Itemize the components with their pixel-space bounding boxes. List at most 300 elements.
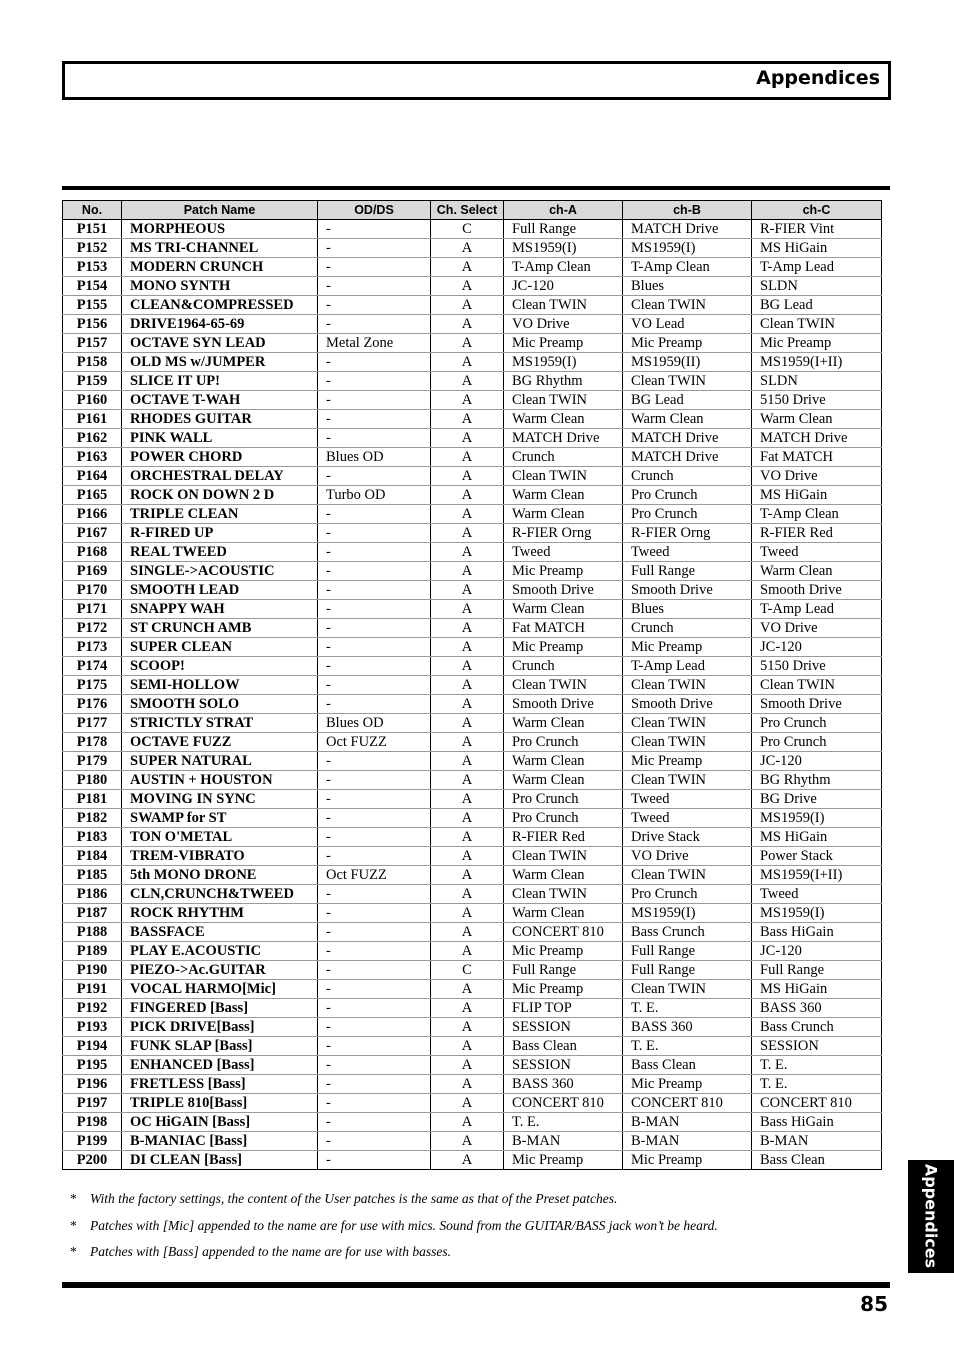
ch-b-value: Crunch bbox=[623, 467, 752, 486]
patch-number: P192 bbox=[63, 999, 122, 1018]
channel-select: A bbox=[431, 410, 504, 429]
patch-name: ORCHESTRAL DELAY bbox=[122, 467, 318, 486]
patch-number: P199 bbox=[63, 1132, 122, 1151]
ch-c-value: JC-120 bbox=[752, 942, 882, 961]
ch-a-value: T-Amp Clean bbox=[504, 258, 623, 277]
patch-number: P191 bbox=[63, 980, 122, 999]
ch-b-value: Tweed bbox=[623, 790, 752, 809]
channel-select: A bbox=[431, 942, 504, 961]
ch-a-value: FLIP TOP bbox=[504, 999, 623, 1018]
ch-b-value: VO Drive bbox=[623, 847, 752, 866]
od-ds-value: - bbox=[318, 410, 431, 429]
od-ds-value: - bbox=[318, 581, 431, 600]
patch-number: P163 bbox=[63, 448, 122, 467]
ch-a-value: SESSION bbox=[504, 1056, 623, 1075]
channel-select: A bbox=[431, 885, 504, 904]
patch-number: P184 bbox=[63, 847, 122, 866]
channel-select: A bbox=[431, 600, 504, 619]
ch-c-value: Bass HiGain bbox=[752, 1113, 882, 1132]
ch-c-value: 5150 Drive bbox=[752, 391, 882, 410]
ch-c-value: T-Amp Lead bbox=[752, 600, 882, 619]
ch-b-value: Clean TWIN bbox=[623, 372, 752, 391]
top-rule bbox=[62, 186, 890, 190]
patch-name: DI CLEAN [Bass] bbox=[122, 1151, 318, 1170]
channel-select: A bbox=[431, 714, 504, 733]
patch-number: P156 bbox=[63, 315, 122, 334]
ch-c-value: JC-120 bbox=[752, 752, 882, 771]
od-ds-value: - bbox=[318, 1113, 431, 1132]
ch-c-value: MATCH Drive bbox=[752, 429, 882, 448]
patch-name: SEMI-HOLLOW bbox=[122, 676, 318, 695]
ch-b-value: Clean TWIN bbox=[623, 866, 752, 885]
ch-c-value: MS HiGain bbox=[752, 980, 882, 999]
patch-number: P194 bbox=[63, 1037, 122, 1056]
col-ch-c-header: ch-C bbox=[752, 201, 882, 220]
channel-select: A bbox=[431, 448, 504, 467]
ch-b-value: MS1959(I) bbox=[623, 239, 752, 258]
ch-c-value: Pro Crunch bbox=[752, 733, 882, 752]
channel-select: A bbox=[431, 1018, 504, 1037]
footnote-text: Patches with [Bass] appended to the name are for use with basses. bbox=[90, 1244, 451, 1259]
table-row bbox=[63, 220, 882, 239]
patch-number: P170 bbox=[63, 581, 122, 600]
ch-c-value: T. E. bbox=[752, 1056, 882, 1075]
od-ds-value: - bbox=[318, 999, 431, 1018]
od-ds-value: - bbox=[318, 505, 431, 524]
od-ds-value: - bbox=[318, 524, 431, 543]
ch-c-value: CONCERT 810 bbox=[752, 1094, 882, 1113]
ch-a-value: BG Rhythm bbox=[504, 372, 623, 391]
od-ds-value: - bbox=[318, 220, 431, 239]
table-row bbox=[63, 695, 882, 714]
page-number: 85 bbox=[860, 1292, 888, 1316]
ch-b-value: Pro Crunch bbox=[623, 505, 752, 524]
channel-select: A bbox=[431, 866, 504, 885]
patch-name: STRICTLY STRAT bbox=[122, 714, 318, 733]
patch-name: ROCK RHYTHM bbox=[122, 904, 318, 923]
patch-name: FUNK SLAP [Bass] bbox=[122, 1037, 318, 1056]
table-header-row bbox=[63, 201, 882, 220]
channel-select: A bbox=[431, 1151, 504, 1170]
ch-c-value: JC-120 bbox=[752, 638, 882, 657]
ch-b-value: Clean TWIN bbox=[623, 714, 752, 733]
table-row bbox=[63, 1018, 882, 1037]
od-ds-value: - bbox=[318, 961, 431, 980]
patch-number: P180 bbox=[63, 771, 122, 790]
ch-a-value: Warm Clean bbox=[504, 505, 623, 524]
channel-select: A bbox=[431, 733, 504, 752]
ch-b-value: Mic Preamp bbox=[623, 752, 752, 771]
channel-select: A bbox=[431, 1094, 504, 1113]
ch-a-value: Smooth Drive bbox=[504, 695, 623, 714]
patch-name: 5th MONO DRONE bbox=[122, 866, 318, 885]
ch-a-value: Tweed bbox=[504, 543, 623, 562]
ch-b-value: B-MAN bbox=[623, 1113, 752, 1132]
ch-b-value: Warm Clean bbox=[623, 410, 752, 429]
ch-b-value: Pro Crunch bbox=[623, 486, 752, 505]
table-row bbox=[63, 543, 882, 562]
ch-a-value: T. E. bbox=[504, 1113, 623, 1132]
od-ds-value: - bbox=[318, 638, 431, 657]
table-row bbox=[63, 657, 882, 676]
table-row bbox=[63, 448, 882, 467]
ch-c-value: SLDN bbox=[752, 277, 882, 296]
ch-c-value: T. E. bbox=[752, 1075, 882, 1094]
channel-select: A bbox=[431, 638, 504, 657]
table-row bbox=[63, 733, 882, 752]
ch-a-value: MATCH Drive bbox=[504, 429, 623, 448]
ch-a-value: Clean TWIN bbox=[504, 467, 623, 486]
od-ds-value: - bbox=[318, 1075, 431, 1094]
ch-c-value: BG Lead bbox=[752, 296, 882, 315]
ch-c-value: 5150 Drive bbox=[752, 657, 882, 676]
channel-select: A bbox=[431, 543, 504, 562]
ch-b-value: Tweed bbox=[623, 543, 752, 562]
ch-c-value: R-FIER Vint bbox=[752, 220, 882, 239]
table-row bbox=[63, 1113, 882, 1132]
table-row bbox=[63, 277, 882, 296]
ch-a-value: Pro Crunch bbox=[504, 809, 623, 828]
ch-c-value: Power Stack bbox=[752, 847, 882, 866]
patch-number: P200 bbox=[63, 1151, 122, 1170]
ch-b-value: T. E. bbox=[623, 1037, 752, 1056]
ch-b-value: Smooth Drive bbox=[623, 695, 752, 714]
channel-select: A bbox=[431, 657, 504, 676]
ch-a-value: Mic Preamp bbox=[504, 638, 623, 657]
ch-b-value: Mic Preamp bbox=[623, 1075, 752, 1094]
patch-number: P169 bbox=[63, 562, 122, 581]
ch-b-value: Mic Preamp bbox=[623, 334, 752, 353]
ch-c-value: Clean TWIN bbox=[752, 315, 882, 334]
ch-b-value: BG Lead bbox=[623, 391, 752, 410]
ch-a-value: Warm Clean bbox=[504, 486, 623, 505]
channel-select: A bbox=[431, 562, 504, 581]
patch-name: TREM-VIBRATO bbox=[122, 847, 318, 866]
patch-name: TRIPLE CLEAN bbox=[122, 505, 318, 524]
ch-c-value: Smooth Drive bbox=[752, 581, 882, 600]
channel-select: A bbox=[431, 847, 504, 866]
od-ds-value: - bbox=[318, 657, 431, 676]
od-ds-value: Oct FUZZ bbox=[318, 866, 431, 885]
ch-a-value: MS1959(I) bbox=[504, 353, 623, 372]
patch-name: OCTAVE SYN LEAD bbox=[122, 334, 318, 353]
ch-b-value: Mic Preamp bbox=[623, 1151, 752, 1170]
channel-select: A bbox=[431, 353, 504, 372]
table-row bbox=[63, 1075, 882, 1094]
patch-name: TON O'METAL bbox=[122, 828, 318, 847]
channel-select: A bbox=[431, 1037, 504, 1056]
od-ds-value: - bbox=[318, 277, 431, 296]
channel-select: A bbox=[431, 1056, 504, 1075]
ch-b-value: MS1959(II) bbox=[623, 353, 752, 372]
od-ds-value: - bbox=[318, 391, 431, 410]
ch-a-value: Clean TWIN bbox=[504, 676, 623, 695]
ch-a-value: Mic Preamp bbox=[504, 942, 623, 961]
table-row bbox=[63, 752, 882, 771]
patch-name: SINGLE->ACOUSTIC bbox=[122, 562, 318, 581]
table-row bbox=[63, 980, 882, 999]
patch-number: P162 bbox=[63, 429, 122, 448]
ch-a-value: R-FIER Red bbox=[504, 828, 623, 847]
patch-number: P186 bbox=[63, 885, 122, 904]
ch-c-value: BASS 360 bbox=[752, 999, 882, 1018]
ch-a-value: Pro Crunch bbox=[504, 790, 623, 809]
table-row bbox=[63, 923, 882, 942]
ch-b-value: MATCH Drive bbox=[623, 220, 752, 239]
page-header-title: Appendices bbox=[756, 67, 880, 89]
ch-b-value: Clean TWIN bbox=[623, 296, 752, 315]
ch-c-value: MS HiGain bbox=[752, 239, 882, 258]
patch-name: REAL TWEED bbox=[122, 543, 318, 562]
od-ds-value: - bbox=[318, 809, 431, 828]
channel-select: A bbox=[431, 315, 504, 334]
od-ds-value: - bbox=[318, 429, 431, 448]
ch-b-value: Clean TWIN bbox=[623, 771, 752, 790]
table-body bbox=[63, 220, 882, 1170]
patch-number: P197 bbox=[63, 1094, 122, 1113]
ch-b-value: Smooth Drive bbox=[623, 581, 752, 600]
channel-select: A bbox=[431, 790, 504, 809]
patch-number: P158 bbox=[63, 353, 122, 372]
patch-number: P179 bbox=[63, 752, 122, 771]
table-row bbox=[63, 315, 882, 334]
table-row bbox=[63, 847, 882, 866]
col-ch-b-header: ch-B bbox=[623, 201, 752, 220]
od-ds-value: - bbox=[318, 600, 431, 619]
patch-name: SWAMP for ST bbox=[122, 809, 318, 828]
table-row bbox=[63, 391, 882, 410]
channel-select: A bbox=[431, 1132, 504, 1151]
table-row bbox=[63, 638, 882, 657]
patch-number: P154 bbox=[63, 277, 122, 296]
od-ds-value: - bbox=[318, 676, 431, 695]
ch-c-value: T-Amp Clean bbox=[752, 505, 882, 524]
od-ds-value: - bbox=[318, 1094, 431, 1113]
col-patch-name-header: Patch Name bbox=[122, 201, 318, 220]
table-row bbox=[63, 410, 882, 429]
table-row bbox=[63, 353, 882, 372]
ch-c-value: Bass Crunch bbox=[752, 1018, 882, 1037]
patch-name: OLD MS w/JUMPER bbox=[122, 353, 318, 372]
footnote-marker: * bbox=[70, 1244, 77, 1259]
table-row bbox=[63, 562, 882, 581]
ch-a-value: Clean TWIN bbox=[504, 391, 623, 410]
table-row bbox=[63, 429, 882, 448]
ch-a-value: Clean TWIN bbox=[504, 885, 623, 904]
patch-number: P171 bbox=[63, 600, 122, 619]
patch-name: PICK DRIVE[Bass] bbox=[122, 1018, 318, 1037]
bottom-rule bbox=[62, 1282, 890, 1288]
patch-name: PIEZO->Ac.GUITAR bbox=[122, 961, 318, 980]
footnotes bbox=[70, 1190, 870, 1270]
ch-a-value: Mic Preamp bbox=[504, 562, 623, 581]
ch-c-value: B-MAN bbox=[752, 1132, 882, 1151]
channel-select: A bbox=[431, 676, 504, 695]
table-row bbox=[63, 828, 882, 847]
table-row bbox=[63, 581, 882, 600]
patch-name: OCTAVE T-WAH bbox=[122, 391, 318, 410]
od-ds-value: - bbox=[318, 562, 431, 581]
od-ds-value: Metal Zone bbox=[318, 334, 431, 353]
footnote-marker: * bbox=[70, 1191, 77, 1206]
patch-table bbox=[62, 200, 882, 1170]
patch-name: FRETLESS [Bass] bbox=[122, 1075, 318, 1094]
patch-name: OC HiGAIN [Bass] bbox=[122, 1113, 318, 1132]
patch-number: P168 bbox=[63, 543, 122, 562]
ch-c-value: BG Rhythm bbox=[752, 771, 882, 790]
table-row bbox=[63, 334, 882, 353]
od-ds-value: Oct FUZZ bbox=[318, 733, 431, 752]
ch-c-value: Mic Preamp bbox=[752, 334, 882, 353]
table-row bbox=[63, 1151, 882, 1170]
patch-number: P182 bbox=[63, 809, 122, 828]
footnote-text: Patches with [Mic] appended to the name are for use with mics. Sound from the GUITAR/BASS jack won’t be heard. bbox=[90, 1217, 718, 1233]
ch-a-value: Clean TWIN bbox=[504, 296, 623, 315]
channel-select: A bbox=[431, 429, 504, 448]
side-tab bbox=[908, 1160, 954, 1273]
ch-b-value: VO Lead bbox=[623, 315, 752, 334]
ch-c-value: Bass Clean bbox=[752, 1151, 882, 1170]
ch-b-value: B-MAN bbox=[623, 1132, 752, 1151]
ch-a-value: VO Drive bbox=[504, 315, 623, 334]
od-ds-value: - bbox=[318, 942, 431, 961]
od-ds-value: - bbox=[318, 353, 431, 372]
ch-c-value: Warm Clean bbox=[752, 562, 882, 581]
table-row bbox=[63, 999, 882, 1018]
patch-number: P187 bbox=[63, 904, 122, 923]
patch-number: P181 bbox=[63, 790, 122, 809]
col-ch-select-header: Ch. Select bbox=[431, 201, 504, 220]
patch-number: P161 bbox=[63, 410, 122, 429]
patch-number: P195 bbox=[63, 1056, 122, 1075]
table-row bbox=[63, 372, 882, 391]
ch-c-value: VO Drive bbox=[752, 619, 882, 638]
patch-number: P152 bbox=[63, 239, 122, 258]
table-row bbox=[63, 885, 882, 904]
ch-c-value: Warm Clean bbox=[752, 410, 882, 429]
channel-select: A bbox=[431, 467, 504, 486]
ch-b-value: R-FIER Orng bbox=[623, 524, 752, 543]
ch-b-value: Mic Preamp bbox=[623, 638, 752, 657]
table-row bbox=[63, 942, 882, 961]
ch-c-value: Bass HiGain bbox=[752, 923, 882, 942]
od-ds-value: - bbox=[318, 847, 431, 866]
od-ds-value: - bbox=[318, 752, 431, 771]
ch-c-value: MS1959(I) bbox=[752, 904, 882, 923]
ch-a-value: CONCERT 810 bbox=[504, 923, 623, 942]
od-ds-value: - bbox=[318, 695, 431, 714]
od-ds-value: - bbox=[318, 296, 431, 315]
patch-name: SCOOP! bbox=[122, 657, 318, 676]
patch-number: P159 bbox=[63, 372, 122, 391]
ch-c-value: BG Drive bbox=[752, 790, 882, 809]
ch-a-value: Mic Preamp bbox=[504, 334, 623, 353]
ch-c-value: Tweed bbox=[752, 885, 882, 904]
ch-a-value: Warm Clean bbox=[504, 714, 623, 733]
ch-c-value: Clean TWIN bbox=[752, 676, 882, 695]
patch-name: TRIPLE 810[Bass] bbox=[122, 1094, 318, 1113]
ch-c-value: MS HiGain bbox=[752, 486, 882, 505]
od-ds-value: - bbox=[318, 315, 431, 334]
channel-select: A bbox=[431, 391, 504, 410]
patch-name: VOCAL HARMO[Mic] bbox=[122, 980, 318, 999]
ch-c-value: VO Drive bbox=[752, 467, 882, 486]
table-row bbox=[63, 467, 882, 486]
table-row bbox=[63, 486, 882, 505]
channel-select: A bbox=[431, 752, 504, 771]
channel-select: A bbox=[431, 695, 504, 714]
ch-a-value: SESSION bbox=[504, 1018, 623, 1037]
ch-a-value: Full Range bbox=[504, 961, 623, 980]
od-ds-value: Blues OD bbox=[318, 714, 431, 733]
ch-b-value: Bass Crunch bbox=[623, 923, 752, 942]
od-ds-value: - bbox=[318, 543, 431, 562]
channel-select: A bbox=[431, 904, 504, 923]
ch-b-value: Blues bbox=[623, 600, 752, 619]
table-row bbox=[63, 866, 882, 885]
patch-name: MONO SYNTH bbox=[122, 277, 318, 296]
ch-a-value: Smooth Drive bbox=[504, 581, 623, 600]
od-ds-value: - bbox=[318, 923, 431, 942]
table-row bbox=[63, 296, 882, 315]
patch-name: POWER CHORD bbox=[122, 448, 318, 467]
patch-name: SLICE IT UP! bbox=[122, 372, 318, 391]
patch-number: P188 bbox=[63, 923, 122, 942]
col-ch-a-header: ch-A bbox=[504, 201, 623, 220]
table-row bbox=[63, 771, 882, 790]
patch-number: P155 bbox=[63, 296, 122, 315]
patch-name: SMOOTH LEAD bbox=[122, 581, 318, 600]
table-row bbox=[63, 714, 882, 733]
patch-number: P165 bbox=[63, 486, 122, 505]
patch-name: BASSFACE bbox=[122, 923, 318, 942]
patch-name: RHODES GUITAR bbox=[122, 410, 318, 429]
patch-number: P173 bbox=[63, 638, 122, 657]
channel-select: A bbox=[431, 277, 504, 296]
ch-b-value: Pro Crunch bbox=[623, 885, 752, 904]
ch-b-value: MATCH Drive bbox=[623, 429, 752, 448]
patch-name: PINK WALL bbox=[122, 429, 318, 448]
patch-name: SUPER NATURAL bbox=[122, 752, 318, 771]
patch-number: P157 bbox=[63, 334, 122, 353]
patch-name: AUSTIN + HOUSTON bbox=[122, 771, 318, 790]
ch-a-value: Warm Clean bbox=[504, 410, 623, 429]
ch-b-value: T-Amp Clean bbox=[623, 258, 752, 277]
ch-b-value: Blues bbox=[623, 277, 752, 296]
table-row bbox=[63, 524, 882, 543]
ch-b-value: BASS 360 bbox=[623, 1018, 752, 1037]
ch-a-value: Warm Clean bbox=[504, 771, 623, 790]
patch-number: P190 bbox=[63, 961, 122, 980]
ch-b-value: Full Range bbox=[623, 562, 752, 581]
patch-number: P193 bbox=[63, 1018, 122, 1037]
ch-b-value: MATCH Drive bbox=[623, 448, 752, 467]
patch-name: MORPHEOUS bbox=[122, 220, 318, 239]
header-box bbox=[62, 61, 891, 100]
ch-a-value: B-MAN bbox=[504, 1132, 623, 1151]
channel-select: A bbox=[431, 980, 504, 999]
table-row bbox=[63, 600, 882, 619]
ch-a-value: Clean TWIN bbox=[504, 847, 623, 866]
channel-select: A bbox=[431, 809, 504, 828]
patch-number: P177 bbox=[63, 714, 122, 733]
od-ds-value: - bbox=[318, 1132, 431, 1151]
od-ds-value: Blues OD bbox=[318, 448, 431, 467]
ch-b-value: CONCERT 810 bbox=[623, 1094, 752, 1113]
patch-name: ENHANCED [Bass] bbox=[122, 1056, 318, 1075]
ch-b-value: Clean TWIN bbox=[623, 733, 752, 752]
col-od-ds-header: OD/DS bbox=[318, 201, 431, 220]
